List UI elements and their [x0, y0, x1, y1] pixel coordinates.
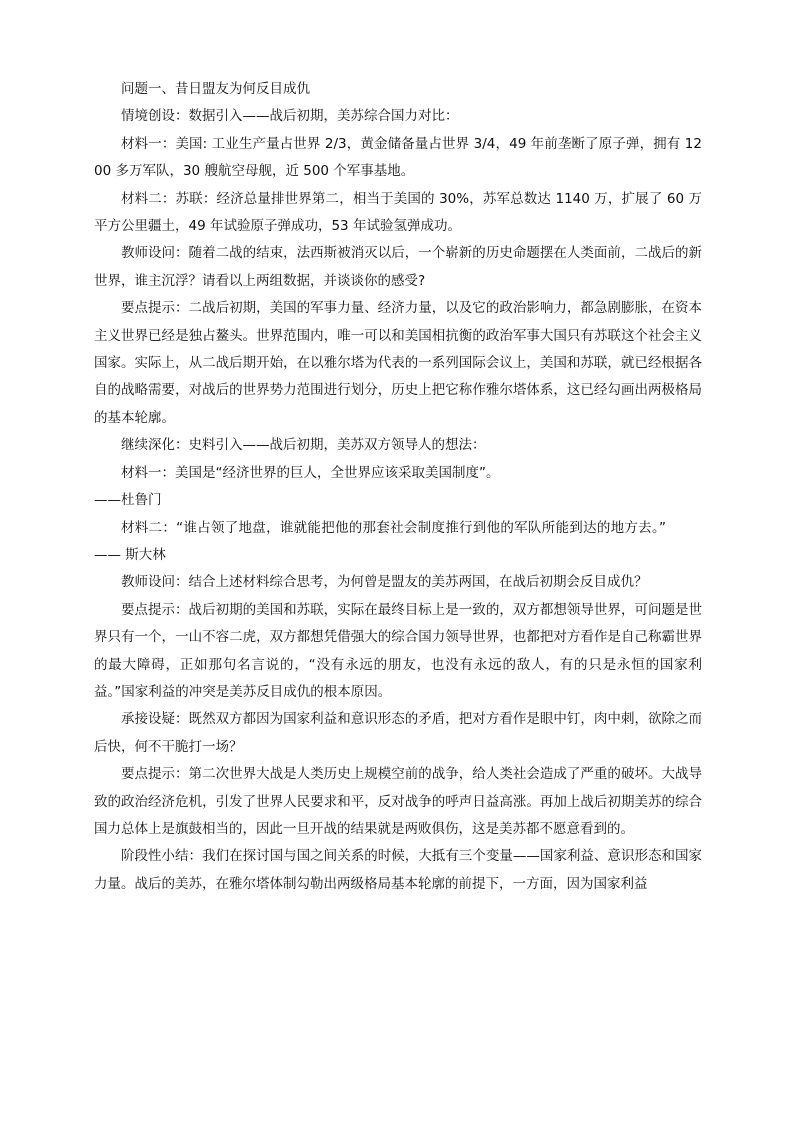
- deepening-intro: 继续深化：史料引入——战后初期，美苏双方领导人的想法：: [121, 437, 486, 454]
- quote-attribution-truman: ——杜鲁门: [94, 492, 162, 509]
- quote-material-one: 材料一：美国是“经济世界的巨人，全世界应该采取美国制度”。: [121, 464, 500, 481]
- key-points-1: 要点提示：二战后初期，美国的军事力量、经济力量，以及它的政治影响力，都急剧膨胀，在资本主义世界已经是独占鳌头。世界范围内，唯一可以和美国相抗衡的政治军事大国只有苏联这个社会主义国家。实际上，从二战后期开始，在以雅尔塔为代表的一系列国际会议上，美国和苏联，就已经根据各自的战略需要，对战后的世界势力范围进行划分，历史上把它称作雅尔塔体系，这已经勾画出两极格局的基本轮廓。: [94, 300, 702, 426]
- quote-attribution-stalin: —— 斯大林: [94, 546, 166, 563]
- key-points-2: 要点提示：战后初期的美国和苏联，实际在最终目标上是一致的，双方都想领导世界，可问题是世界只有一个，一山不容二虎，双方都想凭借强大的综合国力领导世界，也都把对方看作是自己称霸世界的最大障碍，正如那句名言说的，“没有永远的朋友，也没有永远的敌人，有的只是永恒的国家利益。”国家利益的冲突是美苏反目成仇的根本原因。: [94, 601, 702, 700]
- quote-material-two: [94, 515, 702, 570]
- document-body: [94, 76, 702, 898]
- teacher-question-1: 教师设问：随着二战的结束，法西斯被消灭以后，一个崭新的历史命题摆在人类面前，二战后的新世界，谁主沉浮？请看以上两组数据，并谈谈你的感受?: [94, 245, 702, 289]
- stage-summary: 阶段性小结：我们在探讨国与国之间关系的时候，大抵有三个变量——国家利益、意识形态和国家力量。战后的美苏，在雅尔塔体制勾勒出两级格局基本轮廓的前提下，一方面，因为国家利益: [94, 848, 702, 892]
- follow-up-question: 承接设疑：既然双方都因为国家利益和意识形态的矛盾，把对方看作是眼中钉，肉中刺，欲除之而后快，何不干脆打一场？: [94, 711, 702, 755]
- material-one-usa: 材料一：美国: 工业生产量占世界 2/3，黄金储备量占世界 3/4，49 年前垄断了原子弹，拥有 1200 多万军队，30 艘航空母舰，近 500 个军事基地。: [94, 135, 702, 180]
- section-heading: 问题一、昔日盟友为何反目成仇: [121, 81, 310, 97]
- scenario-intro: 情境创设：数据引入——战后初期，美苏综合国力对比：: [121, 108, 459, 125]
- quote-material-two-text: 材料二：“谁占领了地盘，谁就能把他的那套社会制度推行到他的军队所能到达的地方去。”: [121, 519, 666, 536]
- material-two-ussr: 材料二：苏联：经济总量排世界第二，相当于美国的 30%，苏军总数达 1140 万，扩展了 60 万平方公里疆土，49 年试验原子弹成功，53 年试验氢弹成功。: [94, 190, 702, 235]
- key-points-3: 要点提示：第二次世界大战是人类历史上规模空前的战争，给人类社会造成了严重的破坏。大战导致的政治经济危机，引发了世界人民要求和平，反对战争的呼声日益高涨。再加上战后初期美苏的综合国力总体上是旗鼓相当的，因此一旦开战的结果就是两败俱伤，这是美苏都不愿意看到的。: [94, 766, 702, 837]
- teacher-question-2: 教师设问：结合上述材料综合思考，为何曾是盟友的美苏两国，在战后初期会反目成仇？: [121, 574, 648, 591]
